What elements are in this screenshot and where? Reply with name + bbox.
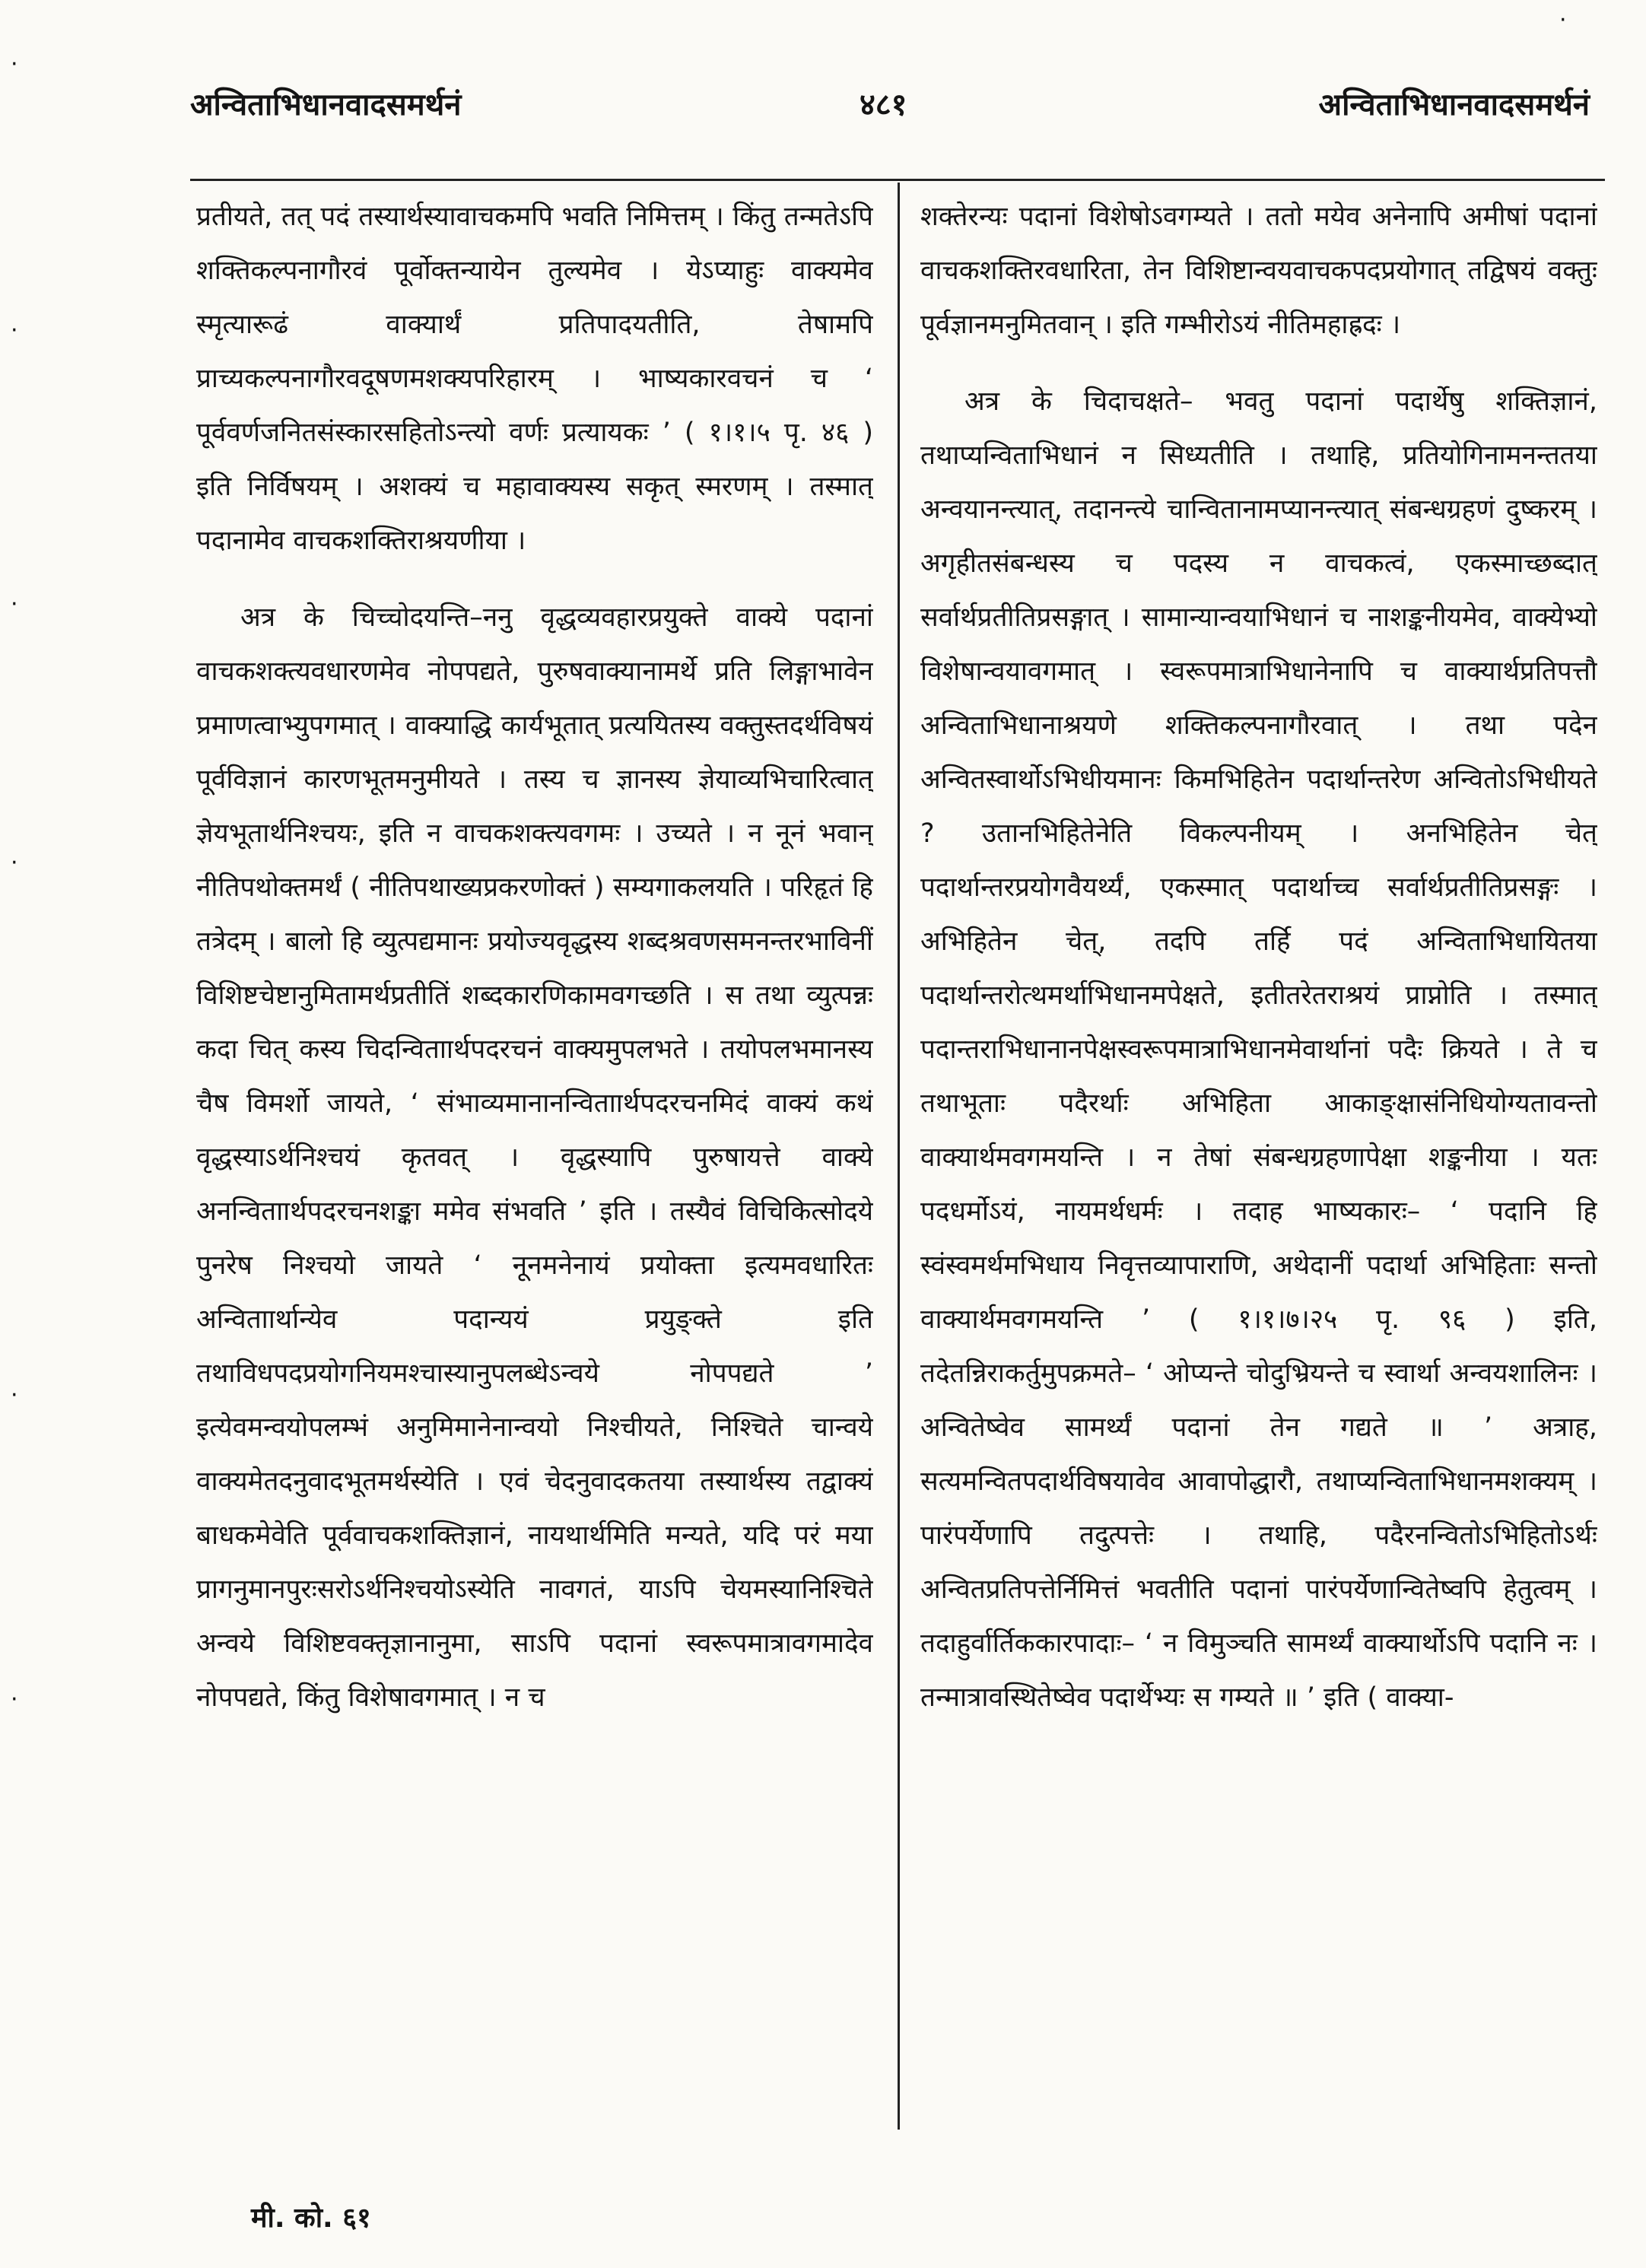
margin-mark: · bbox=[11, 51, 18, 78]
right-paragraph-1: शक्तेरन्यः पदानां विशेषोऽवगम्यते । ततो मयेव अनेनापि अमीषां पदानां वाचकशक्तिरवधारिता, तेन विशिष्टान्वयवाचकपदप्रयोगात् तद्विषयं वक्तुः पूर्वज्ञानमनुमितवान् । इति गम्भीरोऽयं नीतिमहाह्रदः । bbox=[920, 202, 1597, 340]
header-rule bbox=[190, 179, 1605, 181]
right-paragraph-2: अत्र के चिदाचक्षते– भवतु पदानां पदार्थेषु शक्तिज्ञानं, तथाप्यन्विताभिधानं न सिध्यतीति । तथाहि, प्रतियोगिनामनन्ततया अन्वयानन्त्यात्, तदानन्त्ये चान्वितानामप्यानन्त्यात् संबन्धग्रहणं दुष्करम् । अगृहीतसंबन्धस्य च पदस्य न वाचकत्वं, एकस्माच्छब्दात् सर्वार्थप्रतीतिप्रसङ्गात् । सामान्यान्वयाभिधानं च नाशङ्कनीयमेव, वाक्येभ्यो विशेषान्वयावगमात् । स्वरूपमात्राभिधानेनापि च वाक्यार्थप्रतिपत्तौ अन्विताभिधानाश्रयणे शक्तिकल्पनागौरवात् । तथा पदेन अन्वितस्वार्थोऽभिधीयमानः किमभिहितेन पदार्थान्तरेण अन्वितोऽभिधीयते ? उतानभिहितेनेति विकल्पनीयम् । अनभिहितेन चेत् पदार्थान्तरप्रयोगवैयर्थ्यं, एकस्मात् पदार्थाच्च सर्वार्थप्रतीतिप्रसङ्गः । अभिहितेन चेत्, तदपि तर्हि पदं अन्विताभिधायितया पदार्थान्तरोत्थमर्थाभिधानमपेक्षते, इतीतरेतराश्रयं प्राप्नोति । तस्मात् पदान्तराभिधानानपेक्षस्वरूपमात्राभिधानमेवार्थानां पदैः क्रियते । ते च तथाभूताः पदैरर्थाः अभिहिता आकाङ्क्षासंनिधियोग्यतावन्तो वाक्यार्थमवगमयन्ति । न तेषां संबन्धग्रहणापेक्षा शङ्कनीया । यतः पदधर्मोऽयं, नायमर्थधर्मः । तदाह भाष्यकारः– ‘ पदानि हि स्वंस्वमर्थमभिधाय निवृत्तव्यापाराणि, अथेदानीं पदार्था अभिहिताः सन्तो वाक्यार्थमवगमयन्ति ’ ( १।१।७।२५ पृ. ९६ ) इति, तदेतन्निराकर्तुमुपक्रमते– ‘ ओप्यन्ते चोदुभ्रियन्ते च स्वार्था अन्वयशालिनः । अन्वितेष्वेव सामर्थ्यं पदानां तेन गद्यते ॥ ’ अत्राह, सत्यमन्वितपदार्थविषयावेव आवापोद्धारौ, तथाप्यन्विताभिधानमशक्यम् । पारंपर्येणापि तदुत्पत्तेः । तथाहि, पदैरनन्वितोऽभिहितोऽर्थः अन्वितप्रतिपत्तेर्निमित्तं भवतीति पदानां पारंपर्येणान्वितेष्वपि हेतुत्वम् । तदाहुर्वार्तिककारपादाः– ‘ न विमुञ्चति सामर्थ्यं वाक्यार्थोऽपि पदानि नः । तन्मात्रावस्थितेष्वेव पदार्थेभ्यः स गम्यते ॥ ’ इति ( वाक्या- bbox=[920, 386, 1597, 1713]
right-column bbox=[920, 190, 1597, 2137]
column-divider bbox=[898, 183, 900, 2130]
margin-mark: · bbox=[11, 1382, 18, 1409]
left-paragraph-2: अत्र के चिच्चोदयन्ति–ननु वृद्धव्यवहारप्रयुक्ते वाक्ये पदानां वाचकशक्त्यवधारणमेव नोपपद्यते, पुरुषवाक्यानामर्थे प्रति लिङ्गाभावेन प्रमाणत्वाभ्युपगमात् । वाक्याद्धि कार्यभूतात् प्रत्ययितस्य वक्तुस्तदर्थविषयं पूर्वविज्ञानं कारणभूतमनुमीयते । तस्य च ज्ञानस्य ज्ञेयाव्यभिचारित्वात् ज्ञेयभूतार्थनिश्चयः, इति न वाचकशक्त्यवगमः । उच्यते । न नूनं भवान् नीतिपथोक्तमर्थं ( नीतिपथाख्यप्रकरणोक्तं ) सम्यगाकलयति । परिहृतं हि तत्रेदम् । बालो हि व्युत्पद्यमानः प्रयोज्यवृद्धस्य शब्दश्रवणसमनन्तरभाविनीं विशिष्टचेष्टानुमितामर्थप्रतीतिं शब्दकारणिकामवगच्छति । स तथा व्युत्पन्नः कदा चित् कस्य चिदन्विताार्थपदरचनं वाक्यमुपलभते । तयोपलभमानस्य चैष विमर्शो जायते, ‘ संभाव्यमानानन्विताार्थपदरचनमिदं वाक्यं कथं वृद्धस्याऽर्थनिश्चयं कृतवत् । वृद्धस्यापि पुरुषायत्ते वाक्ये अनन्विताार्थपदरचनशङ्का ममेव संभवति ’ इति । तस्यैवं विचिकित्सोदये पुनरेष निश्चयो जायते ‘ नूनमनेनायं प्रयोक्ता इत्यमवधारितः अन्विताार्थान्येव पदान्ययं प्रयुङ्क्ते इति तथाविधपदप्रयोगनियमश्चास्यानुपलब्धेऽन्वये नोपपद्यते ’ इत्येवमन्वयोपलम्भं अनुमिमानेनान्वयो निश्चीयते, निश्चिते चान्वये वाक्यमेतदनुवादभूतमर्थस्येति । एवं चेदनुवादकतया तस्यार्थस्य तद्वाक्यं बाधकमेवेति पूर्ववाचकशक्तिज्ञानं, नायथार्थमिति मन्यते, यदि परं मया प्रागनुमानपुरःसरोऽर्थनिश्चयोऽस्येति नावगतं, याऽपि चेयमस्यानिश्चिते अन्वये विशिष्टवक्तृज्ञानानुमा, साऽपि पदानां स्वरूपमात्रावगमादेव नोपपद्यते, किंतु विशेषावगमात् । न च bbox=[196, 602, 873, 1713]
running-header bbox=[190, 82, 1590, 143]
signature-mark: मी. को. ६१ bbox=[251, 2203, 371, 2234]
margin-mark: · bbox=[11, 1686, 18, 1713]
header-left-title: अन्विताभिधानवादसमर्थनं bbox=[190, 87, 462, 122]
margin-mark: · bbox=[1559, 7, 1567, 33]
page-number: ४८१ bbox=[860, 87, 907, 122]
header-right-title: अन्विताभिधानवादसमर्थनं bbox=[1318, 87, 1590, 122]
left-paragraph-1: प्रतीयते, तत् पदं तस्यार्थस्यावाचकमपि भवति निमित्तम् । किंतु तन्मतेऽपि शक्तिकल्पनागौरवं पूर्वोक्तन्यायेन तुल्यमेव । येऽप्याहुः वाक्यमेव स्मृत्यारूढं वाक्यार्थं प्रतिपादयतीति, तेषामपि प्राच्यकल्पनागौरवदूषणमशक्यपरिहारम् । भाष्यकारवचनं च ‘ पूर्ववर्णजनितसंस्कारसहितोऽन्त्यो वर्णः प्रत्यायकः ’ ( १।१।५ पृ. ४६ ) इति निर्विषयम् । अशक्यं च महावाक्यस्य सकृत् स्मरणम् । तस्मात् पदानामेव वाचकशक्तिराश्रयणीया । bbox=[196, 202, 873, 556]
margin-mark: · bbox=[11, 591, 18, 618]
margin-mark: · bbox=[11, 850, 18, 876]
left-column bbox=[196, 190, 873, 2137]
margin-mark: · bbox=[11, 317, 18, 344]
